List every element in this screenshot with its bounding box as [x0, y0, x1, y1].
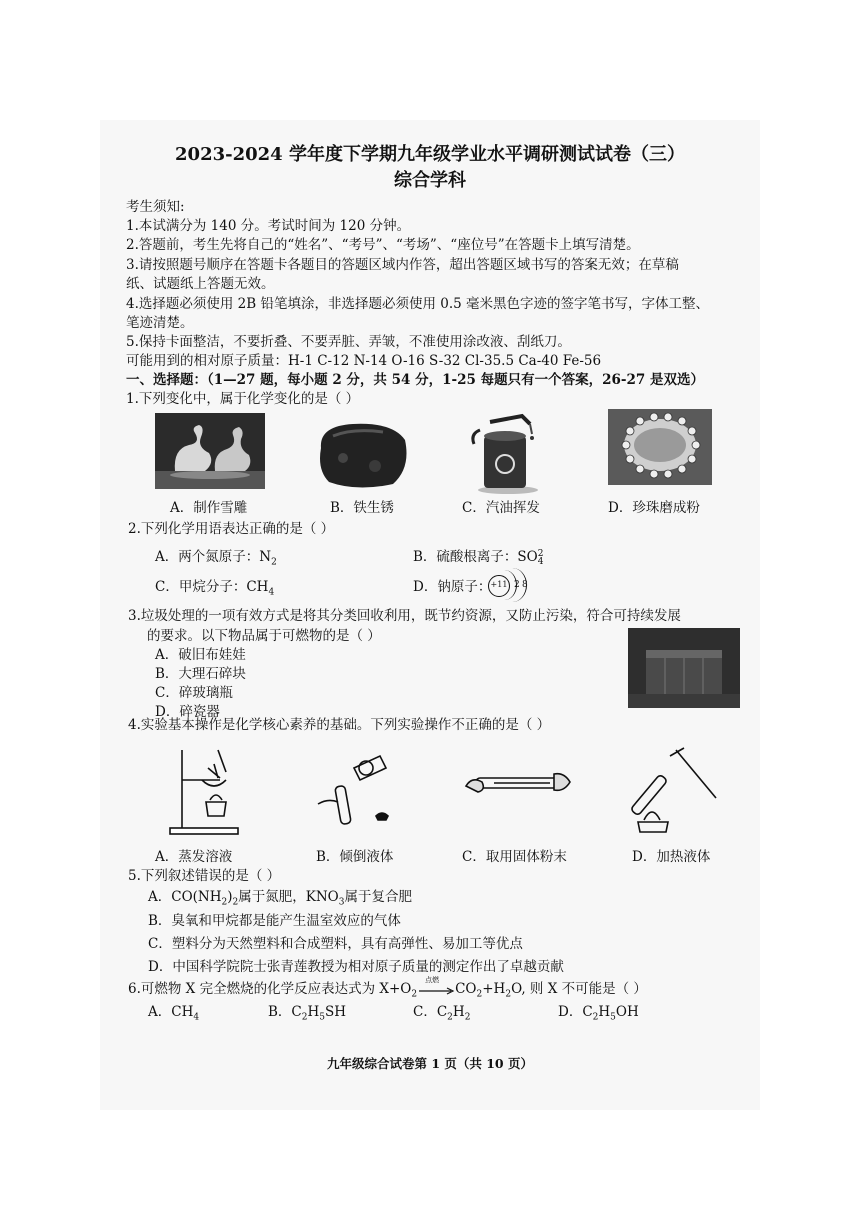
question-5-option-b: B．臭氧和甲烷都是能产生温室效应的气体: [148, 913, 401, 929]
question-6-option-a: A．$CH_4$: [148, 1004, 200, 1023]
question-3-stem: 3.垃圾处理的一项有效方式是将其分类回收利用，既节约资源，又防止污染，符合可持续发展: [128, 608, 681, 624]
recycling-bins-image: [628, 628, 740, 708]
question-4-option-b: B．倾倒液体: [316, 849, 394, 865]
solid-powder-apparatus: [464, 764, 574, 804]
question-3-option-c: C．碎玻璃瓶: [155, 685, 233, 701]
exam-title: 2023-2024 学年度下学期九年级学业水平调研测试试卷（三）: [175, 144, 685, 165]
question-3-option-b: B．大理石碎块: [155, 666, 246, 682]
rusty-iron-image: [313, 418, 413, 492]
question-2-option-c: C．甲烷分子：$CH_4$: [155, 579, 275, 598]
question-4-option-c: C．取用固体粉末: [462, 849, 567, 865]
question-5-stem: 5.下列叙述错误的是（ ）: [128, 868, 281, 884]
question-6-option-c: C．$C_2H_2$: [413, 1004, 471, 1023]
question-1-stem: 1.下列变化中，属于化学变化的是（ ）: [126, 391, 360, 407]
notice-item: 笔迹清楚。: [126, 315, 194, 331]
question-6-option-b: B．$C_2H_5SH$: [268, 1004, 347, 1023]
question-2-option-b: B．硫酸根离子：SO 2 4: [413, 548, 544, 567]
sodium-atom-diagram: [488, 570, 530, 602]
question-3-option-d: D．碎瓷器: [155, 704, 220, 720]
question-2-option-d: D．钠原子：: [413, 579, 492, 595]
pearls-image: [608, 409, 712, 485]
question-4-option-a: A．蒸发溶液: [155, 849, 233, 865]
question-5-option-a: A．$CO(NH_2)_2$属于氮肥，$KNO_3$属于复合肥: [148, 889, 412, 908]
question-2-option-a: A．两个氮原子：$N_2$: [155, 549, 277, 568]
question-1-option-c: C．汽油挥发: [462, 500, 540, 516]
notice-item: 4.选择题必须使用 2B 铅笔填涂，非选择题必须使用 0.5 毫米黑色字迹的签字笔书写，字体工整、: [126, 296, 710, 312]
notice-heading: 考生须知:: [126, 199, 185, 215]
reaction-arrow: 点燃: [417, 983, 455, 997]
exam-subtitle: 综合学科: [394, 170, 466, 191]
shell-1-electrons: 2: [514, 580, 520, 590]
heating-liquid-apparatus: [630, 744, 720, 836]
notice-item: 2.答题前，考生先将自己的“姓名”、“考号”、“考场”、“座位号”在答题卡上填写清楚。: [126, 237, 640, 253]
question-1-option-d: D．珍珠磨成粉: [608, 500, 700, 516]
nucleus-charge: +11: [490, 580, 508, 589]
question-5-option-c: C．塑料分为天然塑料和合成塑料，具有高弹性、易加工等优点: [148, 936, 523, 952]
notice-item: 纸、试题纸上答题无效。: [126, 276, 275, 292]
pouring-liquid-apparatus: [316, 746, 392, 832]
question-4-stem: 4.实验基本操作是化学核心素养的基础。下列实验操作不正确的是（ ）: [128, 717, 551, 733]
question-3-stem-cont: 的要求。以下物品属于可燃物的是（ ）: [147, 628, 381, 644]
question-5-option-d: D．中国科学院院士张青莲教授为相对原子质量的测定作出了卓越贡献: [148, 959, 564, 975]
question-2-stem: 2.下列化学用语表达正确的是（ ）: [128, 521, 335, 537]
question-4-option-d: D．加热液体: [632, 849, 711, 865]
section-heading: 一、选择题：（1—27 题，每小题 2 分，共 54 分，1-25 每题只有一个答案，26-27 是双选）: [126, 372, 704, 388]
page-footer: 九年级综合试卷第 1 页（共 10 页）: [326, 1056, 533, 1071]
atomic-masses: 可能用到的相对原子质量：H-1 C-12 N-14 O-16 S-32 Cl-35.5 Ca-40 Fe-56: [126, 353, 602, 369]
notice-item: 5.保持卡面整洁，不要折叠、不要弄脏、弄皱，不准使用涂改液、刮纸刀。: [126, 334, 571, 350]
question-3-option-a: A．破旧布娃娃: [155, 647, 246, 663]
question-6-option-d: D．$C_2H_5OH$: [558, 1004, 639, 1023]
notice-item: 1.本试满分为 140 分。考试时间为 120 分钟。: [126, 218, 411, 234]
notice-item: 3.请按照题号顺序在答题卡各题目的答题区域内作答，超出答题区域书写的答案无效；在草稿: [126, 257, 679, 273]
shell-2-electrons: 8: [522, 580, 528, 590]
gasoline-can-image: [470, 408, 542, 494]
question-1-option-b: B．铁生锈: [330, 500, 394, 516]
question-6-stem: 6.可燃物 X 完全燃烧的化学反应表达式为 $X+O_2$ 点燃 $CO_2+H_2O$, 则 X 不可能是（ ）: [128, 975, 647, 1000]
snow-sculpture-image: [155, 413, 265, 489]
evaporation-apparatus: [168, 744, 240, 836]
question-1-option-a: A．制作雪雕: [170, 500, 248, 516]
